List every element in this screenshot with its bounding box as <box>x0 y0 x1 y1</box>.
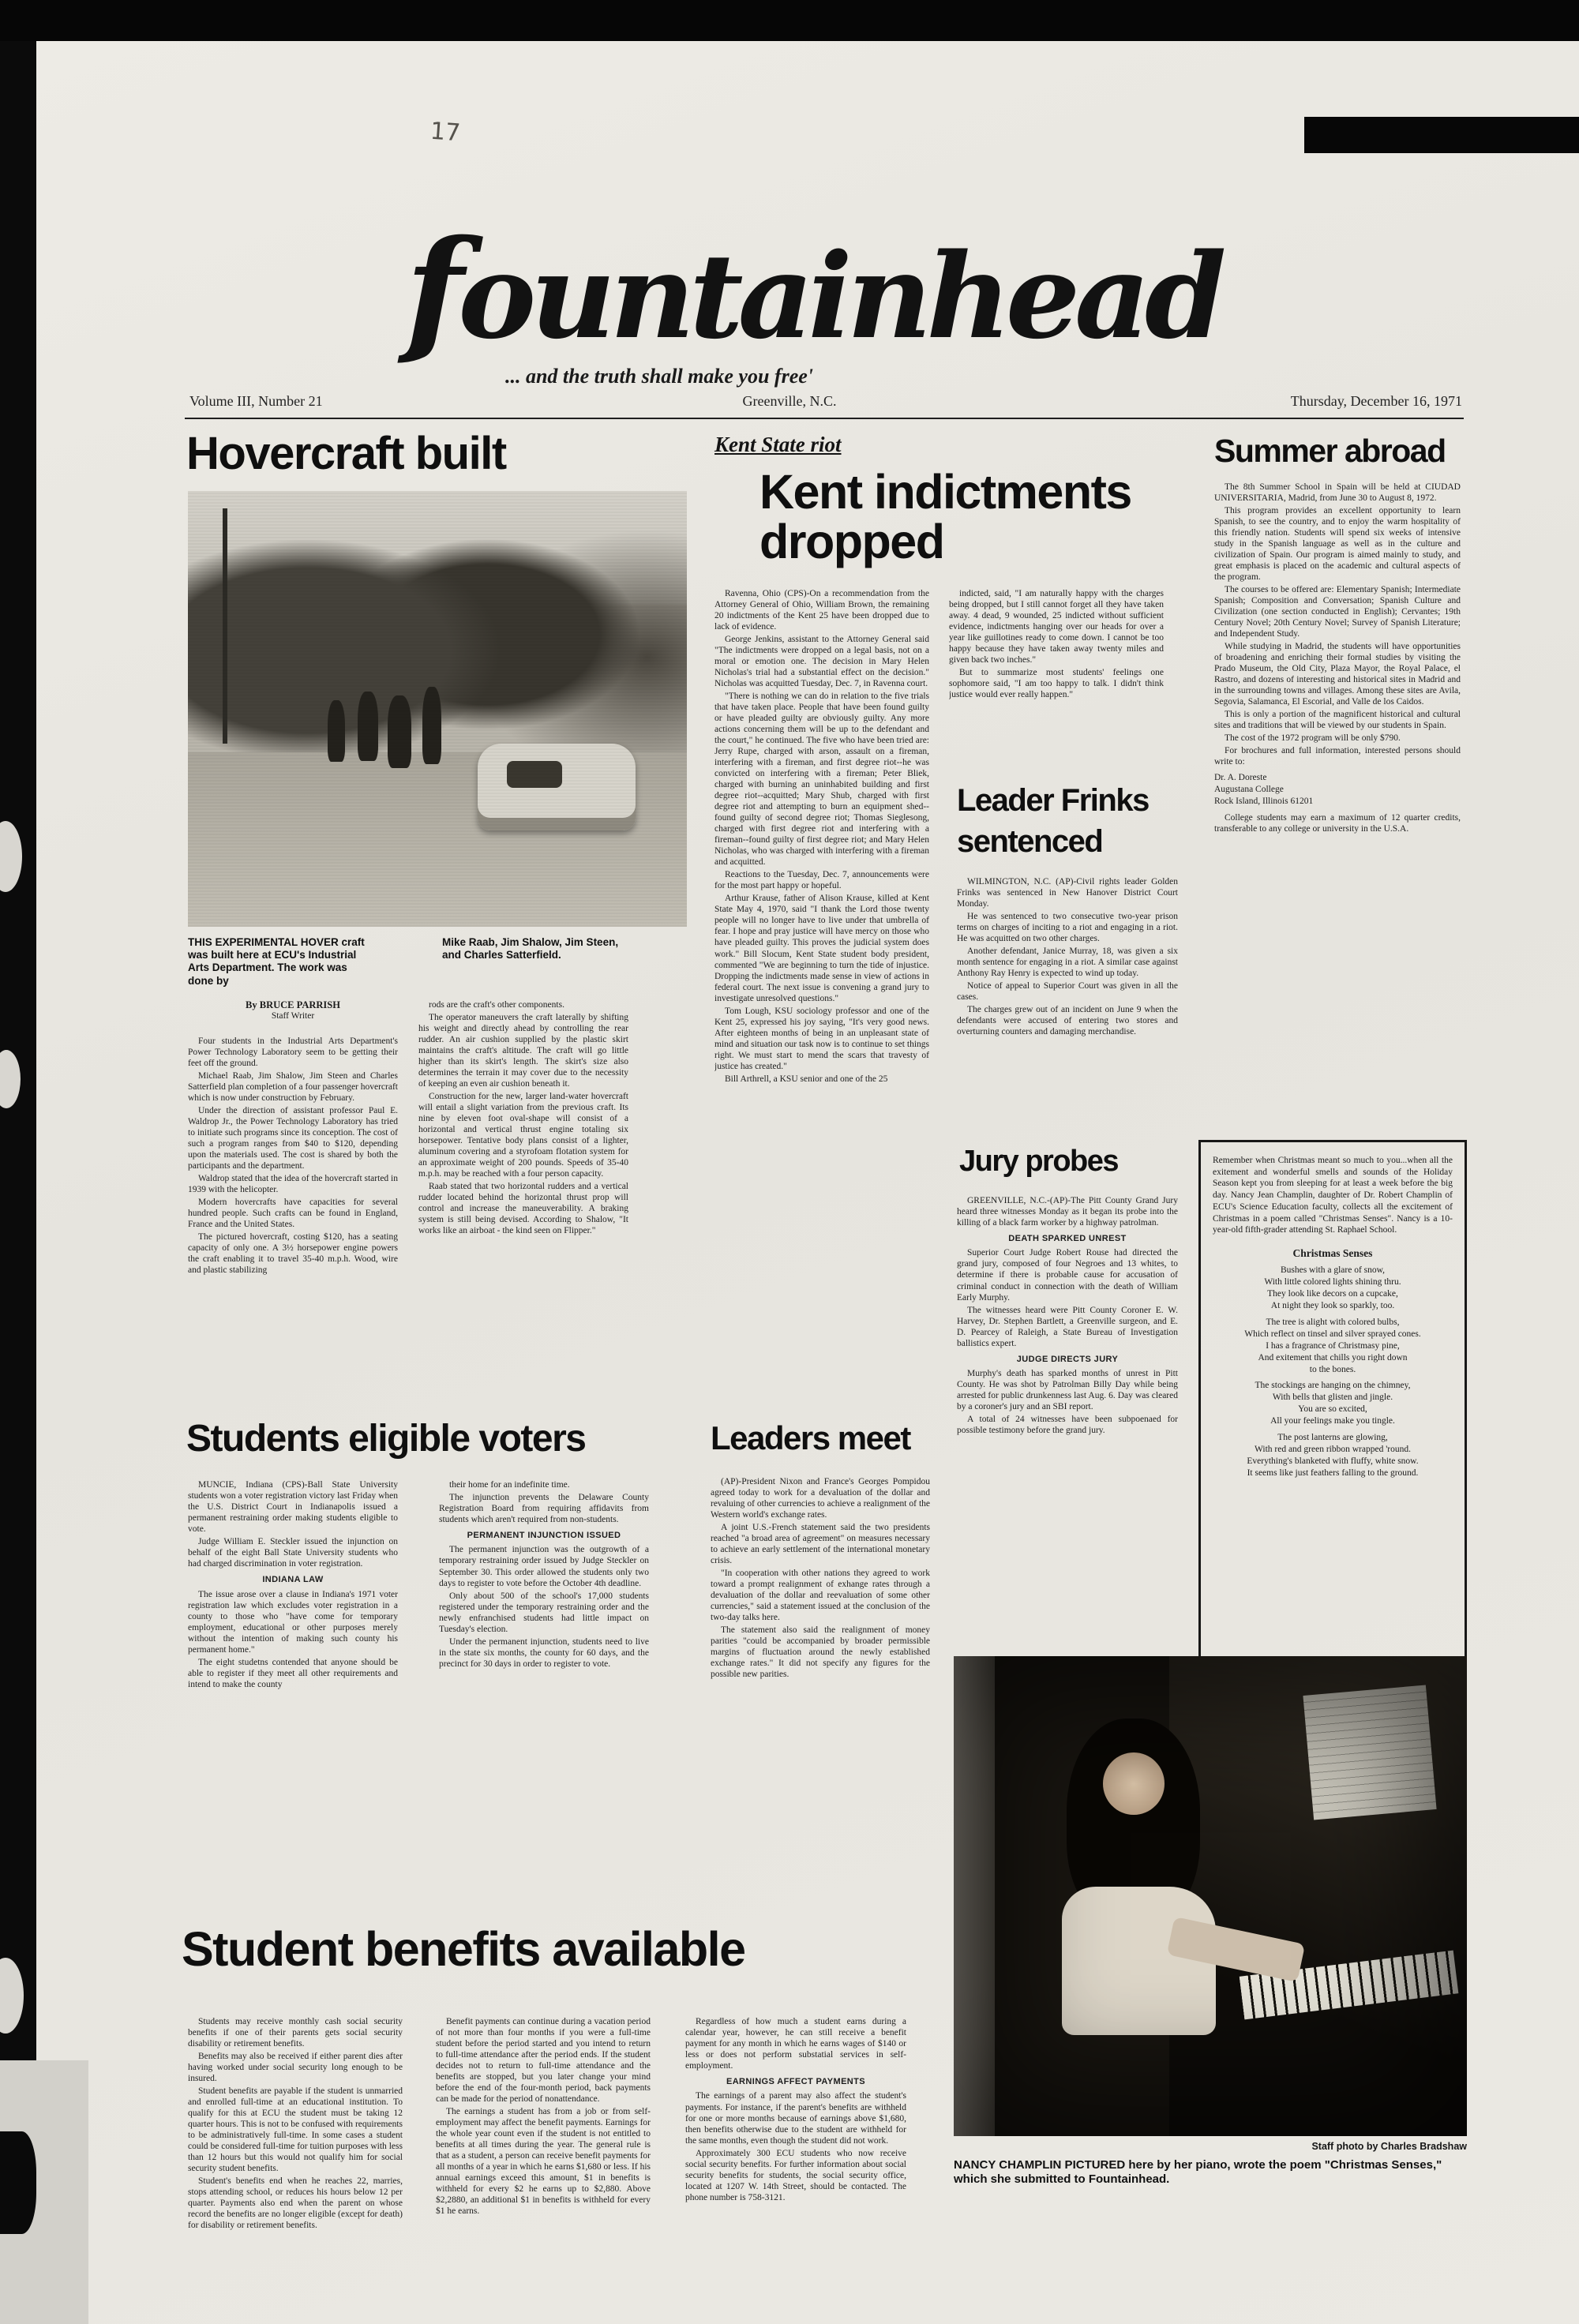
voters-headline: Students eligible voters <box>186 1418 586 1460</box>
paragraph: A joint U.S.-French statement said the two presidents reached "a broad area of agreement" on measures necessary to achieve an early settlement of the international monetary crisis. <box>711 1523 930 1566</box>
poem-line: The tree is alight with colored bulbs, <box>1266 1317 1400 1327</box>
poem-line: Everything's blanketed with fluffy, white snow. <box>1247 1456 1419 1467</box>
dateline-date: Thursday, December 16, 1971 <box>1290 393 1462 409</box>
paragraph: The statement also said the realignment of money parities "could be accompanied by broader permissible margins of fluctuation around the newly established exchange rates." It did not specify any figures for the possible new parities. <box>711 1625 930 1680</box>
paragraph: While studying in Madrid, the students will have opportunities of broadening and enriching their formal studies by visiting the Prado Museum, the Old City, Plaza Mayor, the Royal Palace, el Rastro, and dozens of interesting and historical sites in Madrid and in the surrounding towns and villages. Among these sites are Avila, Segovia, Salamanca, El Escorial, and Valle de los Caidos. <box>1214 642 1461 707</box>
paragraph: Construction for the new, larger land-water hovercraft will entail a slight variation from the previous craft. Its nine by eleven foot oval-shape will consist of a horizontal and vertical thrust engine totaling six horsepower. Tentative body plans consist of a lighter, aluminum covering and a styrofoam flotation system for an approximate weight of 200 pounds. Speeds of 35-40 m.p.h. may be reached with a four person capacity. <box>418 1092 628 1179</box>
paragraph: The eight studetns contended that anyone should be able to register if they meet all other requirements and intend to make the county <box>188 1657 398 1689</box>
christmas-intro: Remember when Christmas meant so much to you...when all the exitement and wonderful smells and sounds of the Holiday Season kept you from sleeping for at least a week before the big day. Nancy Jean Champlin, daughter of Dr. Robert Champlin of ECU's Science Education faculty, collects all the excitement of Christmas in a poem called "Christmas Senses". Nancy is a 10-year-old fifth-grader attending St. Raphael School. <box>1213 1156 1453 1235</box>
hovercraft-column-2 <box>418 999 628 1405</box>
paragraph: Waldrop stated that the idea of the hovercraft started in 1939 with the helicopter. <box>188 1174 398 1195</box>
paragraph: Modern hovercrafts have capacities for several hundred people. Such crafts can be found in England, France and the United States. <box>188 1198 398 1230</box>
paragraph: The courses to be offered are: Elementary Spanish; Intermediate Spanish; Composition and Conversation; Spanish Culture and Civilization (one section conducted in English); Cervantes; 19th Century Novel; 20th Century Novel; Survey of Spanish Literature; and Independent Study. <box>1214 585 1461 639</box>
paragraph: rods are the craft's other components. <box>429 1000 564 1010</box>
benefits-column-2 <box>436 2016 651 2324</box>
paragraph: The cost of the 1972 program will be only $790. <box>1225 733 1401 744</box>
paragraph: Murphy's death has sparked months of unrest in Pitt County. He was shot by Patrolman Billy Day while being arrested for public drunkenness last Aug. 6. Day was cleared by a coroner's jury and an SBI report. <box>957 1369 1178 1412</box>
paragraph: Judge William E. Steckler issued the injunction on behalf of the eight Ball State University students who had charged discrimination in voter registration. <box>188 1537 398 1569</box>
benefits-column-1 <box>188 2016 403 2324</box>
poem-line: It seems like just feathers falling to the ground. <box>1247 1468 1419 1479</box>
poem-line: Rock Island, Illinois 61201 <box>1214 797 1314 807</box>
paragraph: Students may receive monthly cash social security benefits if one of their parents gets social security disability or retirement benefits. <box>188 2017 403 2049</box>
paragraph: Superior Court Judge Robert Rouse had directed the grand jury, composed of four Negroes and 13 whites, to determine if there is probable cause for accusation of criminal conduct in connection with the death of William Early Murphy. <box>957 1248 1178 1303</box>
poem-line: And exitement that chills you right down <box>1258 1352 1408 1363</box>
paragraph: Student benefits are payable if the student is unmarried and enrolled full-time at an educational institution. To qualify for this at ECU the student must be taking 12 quarter hours. This is not to be confused with requirements to be administratively full-time. In some cases a student could be considered full-time for tuition purposes with less than 12 hours but this would not qualify him for social security student benefits. <box>188 2086 403 2174</box>
kent-column-2 <box>949 588 1164 774</box>
paragraph: Ravenna, Ohio (CPS)-On a recommendation from the Attorney General of Ohio, William Brown, the remaining 20 indictments of the Kent 25 have been dropped due to lack of evidence. <box>714 589 929 632</box>
paragraph: The earnings a student has from a job or from self-employment may affect the benefit payments. Earnings for the whole year count even if the student is not entitled to benefits at all times during the year. The general rule is that as a student, a person can receive benefit payments for all months of a year in which he earns $1,680 or less. If his annual earnings exceed this amount, $1 in benefits is withheld for every $2 he earns up to $2,880. Above $2,2880, an additional $1 in benefits is withheld for every $1 he earns. <box>436 2107 651 2217</box>
poem-line: At night they look so sparkly, too. <box>1270 1300 1395 1310</box>
poem-line: All your feelings make you tingle. <box>1270 1416 1395 1426</box>
paragraph: WILMINGTON, N.C. (AP)-Civil rights leader Golden Frinks was sentenced in New Hanover District Court Monday. <box>957 877 1178 909</box>
column-subhead: DEATH SPARKED UNREST <box>1008 1234 1127 1244</box>
paragraph: This is only a portion of the magnificent historical and cultural sites and traditions that will be viewed by our students in Spain. <box>1214 710 1461 731</box>
poem-stanza <box>1213 1380 1453 1427</box>
paragraph: Arthur Krause, father of Alison Krause, killed at Kent State May 4, 1970, said "I thank the Lord those twenty people will no longer have to live under that umbrella of fear. I hope and pray justice will have mercy on those who have pleaded guilty. This proves the judicial system does work." Bill Slocum, Kent State student body president, commented "We are beginning to turn the tide of injustice. Dropping the indictments made sense in view of actions in federal court. The next issue is convening a grand jury to investigate unresolved questions." <box>714 894 929 1003</box>
nancy-photo <box>954 1656 1467 2136</box>
paragraph: Another defendant, Janice Murray, 18, was given a six month sentence for engaging in a riot. A similar case against Anthony Ray Henry is expected to wind up today. <box>957 946 1178 979</box>
column-subhead: JUDGE DIRECTS JURY <box>1016 1354 1119 1364</box>
paragraph: For brochures and full information, interested persons should write to: <box>1214 746 1461 767</box>
paragraph: Four students in the Industrial Arts Department's Power Technology Laboratory seem to be getting their feet off the ground. <box>188 1036 398 1069</box>
paragraph: (AP)-President Nixon and France's Georges Pompidou agreed today to work for a devaluation of the dollar and revaluing of other currencies to achieve a realignment of the Western world's exchange rates. <box>711 1477 930 1520</box>
scan-corner-blob <box>0 2131 36 2234</box>
kent-kicker: Kent State riot <box>714 433 842 456</box>
poem-line: The post lanterns are glowing, <box>1277 1433 1388 1443</box>
paragraph: Only about 500 of the school's 17,000 students registered under the temporary restraining order and the newly enfranchised students had little impact on Tuesday's election. <box>439 1591 649 1634</box>
jury-headline: Jury probes <box>959 1145 1119 1178</box>
poem-stanza <box>1213 1317 1453 1376</box>
leaders-column <box>711 1476 930 1917</box>
poem-line: With little colored lights shining thru. <box>1264 1276 1401 1287</box>
hovercraft-headline: Hovercraft built <box>186 428 506 479</box>
paragraph: Reactions to the Tuesday, Dec. 7, announcements were for the most part happy or hopeful. <box>714 870 929 891</box>
masthead-title: fountainhead <box>405 211 1221 369</box>
nancy-caption: NANCY CHAMPLIN PICTURED here by her piano, wrote the poem "Christmas Senses," which she submitted to Fountainhead. <box>954 2158 1442 2186</box>
paragraph: George Jenkins, assistant to the Attorney General said "The indictments were dropped on a legal basis, not on a moral or emotion one. The decision in Mary Helen Nicholas's trial had a substantial effect on the decision." Nicholas was acquitted Tuesday, Dec. 7, in Ravenna court. <box>714 635 929 689</box>
paragraph: The permanent injunction was the outgrowth of a temporary restraining order issued by Judge Steckler on September 30. This order allowed the students only two days to register to vote before the October 4th deadline. <box>439 1545 649 1588</box>
poem-line: With red and green ribbon wrapped 'round. <box>1254 1445 1411 1455</box>
poem-line: You are so excited, <box>1298 1404 1367 1415</box>
paragraph: Raab stated that two horizontal rudders and a vertical rudder located behind the horizontal thrust prop will control and increase the maneuverability. A braking system is still being devised. According to Shalow, "It works like an airboat - the kind seen on Flipper." <box>418 1182 628 1236</box>
poem-line: With bells that glisten and jingle. <box>1272 1393 1393 1403</box>
paragraph: Bill Arthrell, a KSU senior and one of the 25 <box>725 1074 888 1084</box>
photo-vignette <box>954 1656 1467 2136</box>
paragraph: Under the direction of assistant professor Paul E. Waldrop Jr., the Power Technology Laboratory has tried to initiate such programs since its conception. The cost of such a program ranges from $40 to $120, depending upon the materials used. The cost is shared by both the participants and the department. <box>188 1106 398 1171</box>
paragraph: Benefits may also be received if either parent dies after having worked under social security long enough to be insured. <box>188 2052 403 2084</box>
paragraph: Benefit payments can continue during a vacation period of not more than four months if you were a full-time student before the period started and you intend to return to full-time attendance after the period ends. If the student decides not to return to full-time attendance and the benefits are stopped, but you later change your mind before the end of the four-month period, back payments can be made for the period of nonattendance. <box>436 2017 651 2105</box>
column-subhead: EARNINGS AFFECT PAYMENTS <box>726 2077 866 2087</box>
paragraph: The 8th Summer School in Spain will be held at CIUDAD UNIVERSITARIA, Madrid, from June 30 to August 8, 1972. <box>1214 482 1461 504</box>
poem-line: Augustana College <box>1214 785 1284 795</box>
poem-line: Dr. A. Doreste <box>1214 773 1267 783</box>
paragraph: A total of 24 witnesses have been subpoenaed for possible testimony before the grand jury. <box>957 1415 1178 1436</box>
jury-column <box>957 1195 1178 1645</box>
leaders-headline: Leaders meet <box>711 1419 910 1456</box>
byline-title: Staff Writer <box>271 1011 315 1021</box>
christmas-poem-title: Christmas Senses <box>1292 1247 1373 1260</box>
byline-name: By BRUCE PARRISH <box>246 999 340 1010</box>
dateline-location: Greenville, N.C. <box>742 393 837 409</box>
poem-stanza <box>1213 1265 1453 1312</box>
photo-grain <box>188 491 687 927</box>
poem-line: They look like decors on a cupcake, <box>1267 1288 1398 1299</box>
voters-column-2 <box>439 1479 649 1910</box>
paragraph: The earnings of a parent may also affect the student's payments. For instance, if the parent's benefits are withheld for one or more months because of earnings above $1,680, then benefits otherwise due to the student are withheld for the same months, even though the student did not work. <box>685 2091 906 2146</box>
kent-column-1 <box>714 588 929 1378</box>
benefits-column-3 <box>685 2016 906 2324</box>
poem-line: to the bones. <box>1309 1364 1356 1374</box>
hovercraft-photo <box>188 491 687 927</box>
paragraph: Approximately 300 ECU students who now receive social security benefits. For further information about social security benefits for students, the social security office, located at 1207 W. 14th Street, should be contacted. The phone number is 758-3121. <box>685 2148 906 2202</box>
paragraph: GREENVILLE, N.C.-(AP)-The Pitt County Grand Jury heard three witnesses Monday as it began its probe into the killing of a black farm worker by a highway patrolman. <box>957 1196 1178 1228</box>
column-subhead: INDIANA LAW <box>262 1575 324 1585</box>
christmas-box <box>1198 1140 1467 1678</box>
poem-line: Which reflect on tinsel and silver sprayed cones. <box>1244 1329 1421 1339</box>
poem-stanza <box>1213 1432 1453 1479</box>
paragraph: College students may earn a maximum of 12 quarter credits, transferable to any college or university in the U.S.A. <box>1214 813 1461 834</box>
paragraph: The issue arose over a clause in Indiana's 1971 voter registration law which excludes voter registration in a county to those who "have come for temporary employment, educational or other purposes merely without the intention of making such county his permanent home." <box>188 1589 398 1655</box>
hovercraft-caption-lead: THIS EXPERIMENTAL HOVER craft was built here at ECU's Industrial Arts Department. The work was done by <box>188 936 365 987</box>
poem-stanza <box>1214 772 1461 808</box>
paragraph: This program provides an excellent opportunity to learn Spanish, to see the country, and to enjoy the warm hospitality of this friendly nation. Students will spend six weeks of intensive study in the Spanish language as well as in the culture and civilization of Spain. Our program is aimed mainly to study, and great emphasis is placed on the academic and cultural aspects of the program. <box>1214 506 1461 583</box>
paragraph: Michael Raab, Jim Shalow, Jim Steen and Charles Satterfield plan completion of a four passenger hovercraft which is now under construction by February. <box>188 1071 398 1104</box>
paragraph: Under the permanent injunction, students need to live in the state six months, the county for 60 days, and the precinct for 30 days in order to register to vote. <box>439 1636 649 1669</box>
paragraph: He was sentenced to two consecutive two-year prison terms on charges of inciting to a riot and engaging in a riot. He was acquitted on two other charges. <box>957 912 1178 944</box>
paragraph: The witnesses heard were Pitt County Coroner E. W. Harvey, Dr. Stephen Bartlett, a Greenville surgeon, and E. D. Pearcey of Raleigh, a State Bureau of Investigation ballistics expert. <box>957 1305 1178 1348</box>
paragraph: Regardless of how much a student earns during a calendar year, however, he can still receive a benefit payment for any month in which he earns wages of $140 or less or does not perform substatial services in self-employment. <box>685 2017 906 2071</box>
paragraph: indicted, said, "I am naturally happy with the charges being dropped, but I still cannot forget all they have taken away. 4 dead, 9 wounded, 25 indicted without sufficient evidence, indictments hanging over our heads for over a year like guillotines ready to come down. I cannot be too happy because they have taken away twenty miles and given back two inches." <box>949 589 1164 665</box>
kent-headline: Kent indictments dropped <box>759 465 1131 569</box>
frinks-column <box>957 876 1178 1137</box>
masthead-tagline: ... and the truth shall make you free' <box>504 365 814 388</box>
paragraph: The charges grew out of an incident on June 9 when the defendants were accused of entering two stores and overturning counters and damaging merchandise. <box>957 1005 1178 1037</box>
summer-headline: Summer abroad <box>1214 433 1446 469</box>
byline <box>188 999 398 1021</box>
paragraph: The operator maneuvers the craft laterally by shifting his weight and directly ahead by controlling the rear rudder. An air cushion supplied by the plastic skirt maintains the craft's altitude. The craft will go little higher than its skirt's length. The skirt's size also determines the terrain it may cover due to the necessity of keeping an even air cushion beneath it. <box>418 1013 628 1089</box>
paragraph: MUNCIE, Indiana (CPS)-Ball State University students won a voter registration victory last Friday when the U.S. District Court in Indianapolis issued a permanent restraining order making students eligible to vote. <box>188 1480 398 1535</box>
voters-column-1 <box>188 1479 398 1910</box>
paragraph: But to summarize most students' feelings one sophomore said, "I am too happy to talk. I didn't think justice would ever really happen." <box>949 668 1164 700</box>
column-subhead: PERMANENT INJUNCTION ISSUED <box>467 1531 621 1541</box>
paragraph: their home for an indefinite time. <box>449 1480 570 1490</box>
scan-top-right-notch <box>1304 117 1579 153</box>
hovercraft-caption-names: Mike Raab, Jim Shalow, Jim Steen, and Charles Satterfield. <box>442 936 619 961</box>
paragraph: The injunction prevents the Delaware County Registration Board from requiring affidavits from students which aren't required from non-students. <box>439 1493 649 1525</box>
paragraph: Tom Lough, KSU sociology professor and one of the Kent 25, expressed his joy saying, "It's very good news. After eighteen months of being in an unpleasant state of mind and situation our task now is to continue to set things right. We must start to mend the scars that travesty of justice has created." <box>714 1006 929 1071</box>
benefits-headline: Student benefits available <box>182 1922 745 1976</box>
paragraph: Notice of appeal to Superior Court was given in all the cases. <box>957 981 1178 1003</box>
masthead-rule <box>185 418 1464 419</box>
scan-top-edge <box>0 0 1579 41</box>
dateline-volume: Volume III, Number 21 <box>189 393 323 409</box>
poem-line: The stockings are hanging on the chimney, <box>1255 1381 1411 1391</box>
summer-column <box>1214 482 1461 1132</box>
paragraph: Student's benefits end when he reaches 22, marries, stops attending school, or reduces his hours below 12 per quarter. Payments also end when the parent on whose record the benefits are no longer eligible (except for death) for disability or retirement benefits. <box>188 2176 403 2231</box>
paragraph: "There is nothing we can do in relation to the five trials that have taken place. People that have been found guilty or have pleaded guilty are obviously guilty. Any more actions concerning them will be up to the defendant and the court," he continued. The five who have been tried are: Jerry Rupe, charged with arson, assault on a fireman, interfering with a fireman, and first degree riot--he was convicted on interfering with a fireman; Peter Bliek, charged with burning an uninhabited building and first degree riot--acquitted; Mary Shub, charged with first degree riot and attempting to burn an equipment shed--found guilty of second degree riot; Thomas Sieglesong, charged with first degree riot and interfering with a fireman--found guilty of first degree riot; and Mary Helen Nicholas, who was charged with interfering with a fireman and acquitted. <box>714 692 929 868</box>
pencil-mark: 17 <box>429 117 462 148</box>
christmas-poem <box>1213 1265 1453 1479</box>
paragraph: "In cooperation with other nations they agreed to work toward a prompt realignment of exhange rates through a devaluation of the dollar and reevaluation of some other currencies," said a statement issued at the conclusion of the two-day talks here. <box>711 1569 930 1623</box>
paragraph: The pictured hovercraft, costing $120, has a seating capacity of only one. A 3½ horsepower engine powers the craft enabling it to travel 35-40 m.p.h. Wood, wire and plastic stabilizing <box>188 1232 398 1276</box>
frinks-headline: Leader Frinks sentenced <box>957 783 1149 859</box>
hovercraft-column-1 <box>188 1036 398 1405</box>
poem-line: Bushes with a glare of snow, <box>1280 1265 1386 1276</box>
poem-line: I has a fragrance of Christmasy pine, <box>1266 1340 1400 1351</box>
nancy-photo-credit: Staff photo by Charles Bradshaw <box>1311 2141 1467 2152</box>
